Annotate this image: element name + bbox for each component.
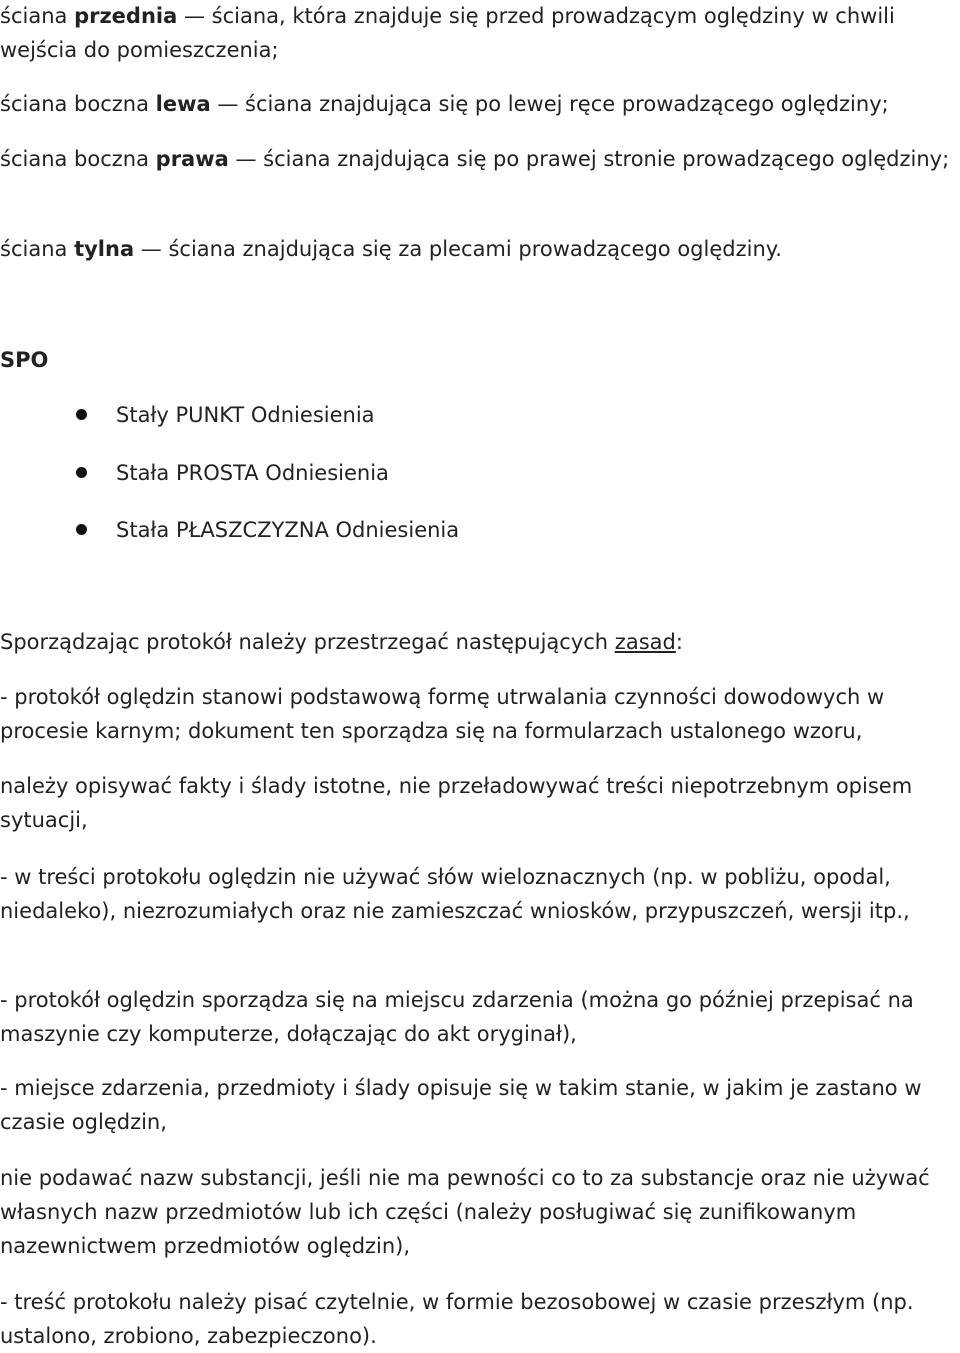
definition-text: ściana znajdująca się za plecami prowadzącego oględziny.	[168, 237, 782, 261]
definition-text: ściana, która znajduje się przed prowadzącym oględziny w chwili wejścia do pomieszczenia;	[0, 4, 895, 62]
rules-intro-text: Sporządzając protokół należy przestrzegać następujących	[0, 630, 609, 654]
spo-list	[0, 398, 700, 571]
definition-dash: —	[140, 237, 162, 261]
rule-paragraph: - w treści protokołu oględzin nie używać słów wieloznacznych (np. w pobliżu, opodal, niedaleko), niezrozumiałych oraz nie zamieszczać wniosków, przypuszczeń, wersji itp.,	[0, 865, 910, 923]
list-item-label: Stała PROSTA Odniesienia	[116, 460, 389, 485]
definition-left-wall	[0, 87, 958, 121]
definition-dash: —	[217, 92, 239, 116]
list-item	[0, 398, 700, 456]
bullet-icon	[76, 467, 87, 478]
definition-term: prawa	[155, 147, 229, 171]
list-item	[0, 456, 700, 514]
spo-heading: SPO	[0, 348, 49, 372]
definition-dash: —	[183, 4, 205, 28]
rule-paragraph: - protokół oględzin sporządza się na miejscu zdarzenia (można go później przepisać na maszynie czy komputerze, dołączając do akt oryginał),	[0, 988, 914, 1046]
definition-dash: —	[235, 147, 257, 171]
list-item-label: Stała PŁASZCZYZNA Odniesienia	[116, 518, 460, 542]
definition-back-wall	[0, 232, 958, 266]
bullet-icon	[76, 524, 87, 535]
definition-text: ściana znajdująca się po prawej stronie prowadzącego oględziny;	[263, 147, 950, 171]
rule-paragraph: należy opisywać fakty i ślady istotne, nie przeładowywać treści niepotrzebnym opisem sytuacji,	[0, 774, 913, 832]
definition-right-wall	[0, 142, 958, 176]
definition-term: tylna	[74, 237, 135, 261]
rule-paragraph: - miejsce zdarzenia, przedmioty i ślady opisuje się w takim stanie, w jakim je zastano w czasie oględzin,	[0, 1076, 922, 1134]
definition-prefix: ściana boczna	[0, 92, 149, 116]
rules-intro-colon: :	[675, 630, 683, 654]
definition-term: przednia	[74, 4, 178, 28]
definition-prefix: ściana	[0, 4, 68, 28]
definition-prefix: ściana	[0, 237, 68, 261]
definition-term: lewa	[155, 92, 211, 116]
definition-front-wall	[0, 0, 958, 67]
definition-text: ściana znajdująca się po lewej ręce prowadzącego oględziny;	[245, 92, 889, 116]
list-item	[0, 513, 700, 571]
rule-paragraph: nie podawać nazw substancji, jeśli nie ma pewności co to za substancje oraz nie używać własnych nazw przedmiotów lub ich części (należy posługiwać się zunifikowanym nazewnictwem przedmiotów oględzin),	[0, 1166, 930, 1258]
bullet-icon	[76, 409, 87, 420]
definition-prefix: ściana boczna	[0, 147, 149, 171]
rule-paragraph: - treść protokołu należy pisać czytelnie, w formie bezosobowej w czasie przeszłym (np. ustalono, zrobiono, zabezpieczono).	[0, 1290, 914, 1348]
rule-paragraph: - protokół oględzin stanowi podstawową formę utrwalania czynności dowodowych w procesie karnym; dokument ten sporządza się na formularzach ustalonego wzoru,	[0, 685, 885, 743]
list-item-label: Stały PUNKT Odniesienia	[116, 403, 375, 427]
rules-intro	[0, 625, 958, 659]
rules-link[interactable]: zasad	[614, 630, 676, 654]
